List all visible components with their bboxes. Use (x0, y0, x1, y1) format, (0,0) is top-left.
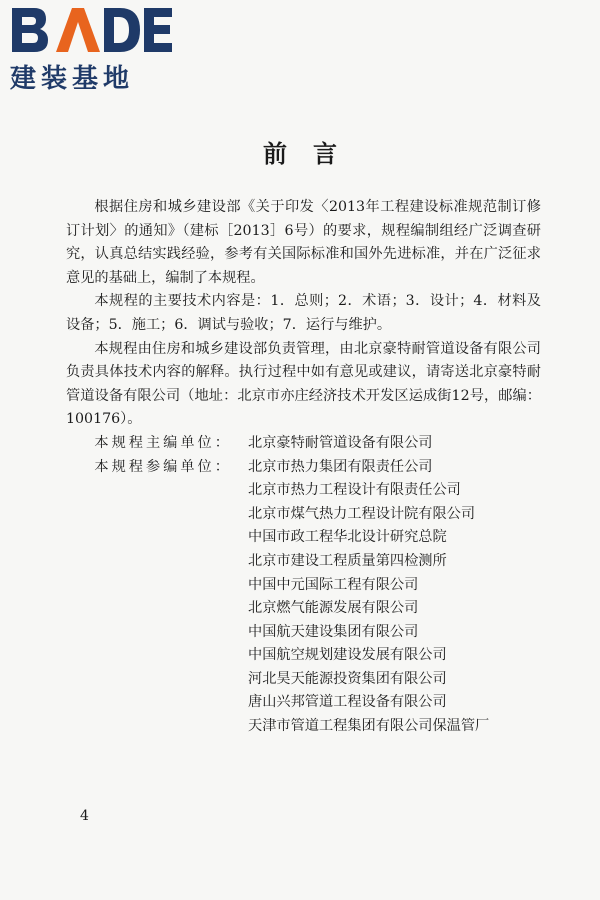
logo-subtitle: 建装基地 (10, 64, 135, 94)
logo-wordmark (6, 2, 176, 58)
participating-unit: 中国市政工程华北设计研究总院 (248, 529, 447, 546)
chief-unit-row (66, 432, 541, 456)
foreword-body (66, 196, 541, 739)
bade-logo (6, 2, 176, 94)
participating-unit: 河北昊天能源投资集团有限公司 (248, 670, 447, 687)
participating-unit: 中国中元国际工程有限公司 (248, 576, 419, 593)
paragraph-management: 本规程由住房和城乡建设部负责管理，由北京豪特耐管道设备有限公司负责具体技术内容的解释。执行过程中如有意见或建议，请寄送北京豪特耐管道设备有限公司（地址：北京市亦庄经济技术开发区运成街12号，邮编：100176）。 (66, 340, 541, 428)
participating-unit: 北京市热力集团有限责任公司 (248, 458, 433, 475)
participating-units-row (66, 456, 541, 739)
participating-unit: 北京燃气能源发展有限公司 (248, 600, 419, 617)
paragraph-background: 根据住房和城乡建设部《关于印发〈2013年工程建设标准规范制订修订计划〉的通知》（建标［2013］6号）的要求，规程编制组经广泛调查研究，认真总结实践经验，参考有关国际标准和国外先进标准，并在广泛征求意见的基础上，编制了本规程。 (66, 199, 541, 286)
page-number: 4 (80, 808, 89, 824)
participating-unit: 北京市建设工程质量第四检测所 (248, 552, 447, 569)
chief-unit-label: 本规程主编单位： (94, 434, 232, 451)
participating-unit: 北京市热力工程设计有限责任公司 (248, 482, 461, 499)
paragraph-contents: 本规程的主要技术内容是：1．总则；2．术语；3．设计；4．材料及设备；5．施工；6．调试与验收；7．运行与维护。 (66, 293, 541, 333)
participating-units-label: 本规程参编单位： (94, 458, 232, 475)
participating-unit: 北京市煤气热力工程设计院有限公司 (248, 505, 476, 522)
participating-unit: 天津市管道工程集团有限公司保温管厂 (248, 718, 490, 735)
participating-unit: 唐山兴邦管道工程设备有限公司 (248, 694, 447, 711)
participating-unit: 中国航天建设集团有限公司 (248, 623, 419, 640)
participating-unit: 中国航空规划建设发展有限公司 (248, 647, 447, 664)
participating-units-list (248, 456, 489, 739)
chief-unit-value: 北京豪特耐管道设备有限公司 (248, 434, 433, 451)
page-title: 前言 (263, 139, 363, 168)
